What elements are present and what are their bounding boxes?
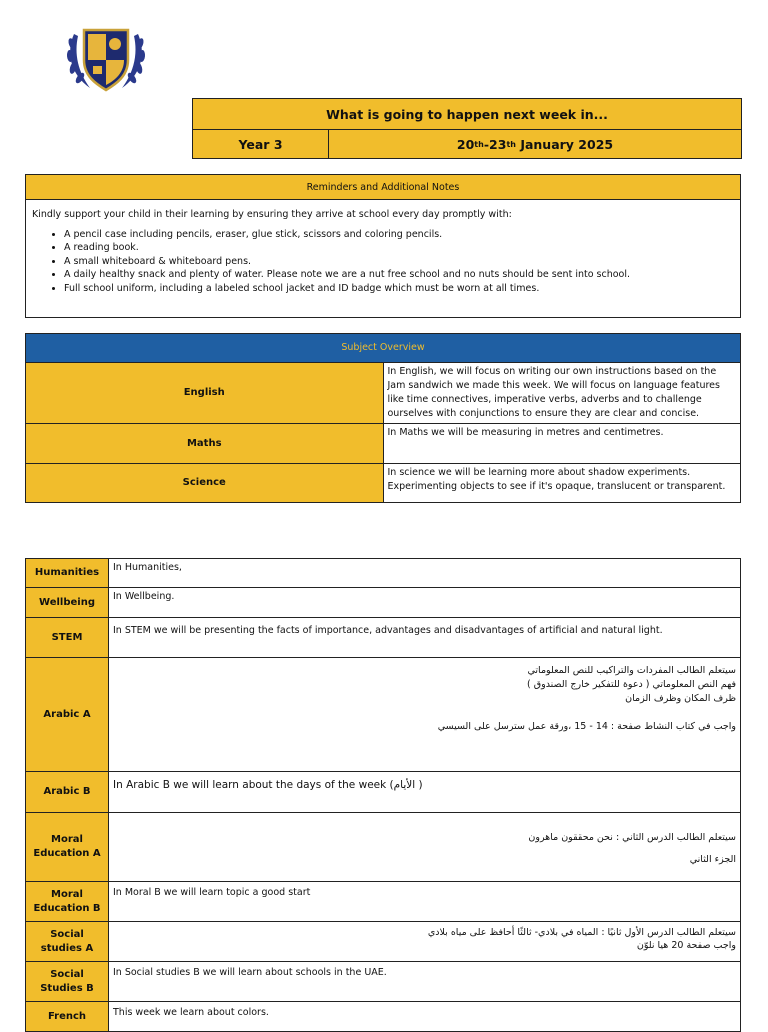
subject-name: Arabic B — [26, 772, 109, 813]
subject-name: Science — [26, 464, 384, 503]
subject-name: Humanities — [26, 559, 109, 588]
subject-overview-table — [25, 333, 741, 503]
year-label: Year 3 — [193, 130, 329, 158]
subject-text: In Social studies B we will learn about schools in the UAE. — [109, 962, 741, 1002]
reminders-title: Reminders and Additional Notes — [26, 175, 740, 200]
subject-name: Social Studies B — [26, 962, 109, 1002]
subject-text-arabic: سيتعلم الطالب المفردات والتراكيب للنص المعلوماتي فهم النص المعلوماتي ( دعوة للتفكير خارج الصندوق ) ظرف المكان وظرف الزمان واجب في كتاب النشاط صفحة : 14 - 15 ،ورقة عمل سترسل على السيسي — [109, 658, 741, 772]
subject-name: English — [26, 363, 384, 424]
subject-name: French — [26, 1002, 109, 1032]
reminder-item: • Full school uniform, including a labeled school jacket and ID badge which must be worn at all times. — [64, 282, 734, 296]
reminder-item: • A pencil case including pencils, eraser, glue stick, scissors and coloring pencils. — [64, 228, 734, 242]
subject-text: In science we will be learning more about shadow experiments. Experimenting objects to see if it's opaque, translucent or transparent. — [383, 464, 741, 503]
subject-text: In Humanities, — [109, 559, 741, 588]
subject-name: Maths — [26, 424, 384, 464]
subject-text: In STEM we will be presenting the facts of importance, advantages and disadvantages of artificial and natural light. — [109, 618, 741, 658]
reminder-item: • A small whiteboard & whiteboard pens. — [64, 255, 734, 269]
subject-table-continued — [25, 558, 741, 1032]
reminders-box — [25, 174, 741, 318]
subject-text: In Arabic B we will learn about the days of the week (الأيام ) — [109, 772, 741, 813]
subject-text-arabic: سيتعلم الطالب الدرس الأول ثانيًا : المياه في بلادي- ثالثًا أحافظ على مياه بلادي واجب صفحة 20 هيا نلوّن — [109, 922, 741, 962]
reminders-intro: Kindly support your child in their learning by ensuring they arrive at school every day promptly with: — [32, 209, 512, 220]
subject-text: In Moral B we will learn topic a good start — [109, 882, 741, 922]
subject-text: In English, we will focus on writing our own instructions based on the Jam sandwich we made this week. We will focus on language features like time connectives, imperative verbs, adverbs and to challenge ourselves with conjunctions to ensure they are clear and concise. — [383, 363, 741, 424]
subject-name: Moral Education B — [26, 882, 109, 922]
subject-text: In Wellbeing. — [109, 588, 741, 618]
subject-name: Wellbeing — [26, 588, 109, 618]
date-range: 20 th - 23 th January 2025 — [456, 136, 614, 152]
subject-text-arabic: سيتعلم الطالب الدرس الثاني : نحن محققون ماهرون الجزء الثاني — [109, 813, 741, 882]
subject-name: Social studies A — [26, 922, 109, 962]
school-crest-logo — [64, 22, 148, 96]
subject-name: STEM — [26, 618, 109, 658]
week-header-table — [192, 98, 742, 159]
subject-name: Moral Education A — [26, 813, 109, 882]
subject-name: Arabic A — [26, 658, 109, 772]
subject-overview-title: Subject Overview — [26, 334, 741, 363]
subject-text: In Maths we will be measuring in metres and centimetres. — [383, 424, 741, 464]
subject-text: This week we learn about colors. — [109, 1002, 741, 1032]
reminders-list — [32, 228, 734, 296]
header-title: What is going to happen next week in... — [193, 99, 741, 130]
reminder-item: • A daily healthy snack and plenty of water. Please note we are a nut free school and no nuts should be sent into school. — [64, 268, 734, 282]
reminder-item: • A reading book. — [64, 241, 734, 255]
